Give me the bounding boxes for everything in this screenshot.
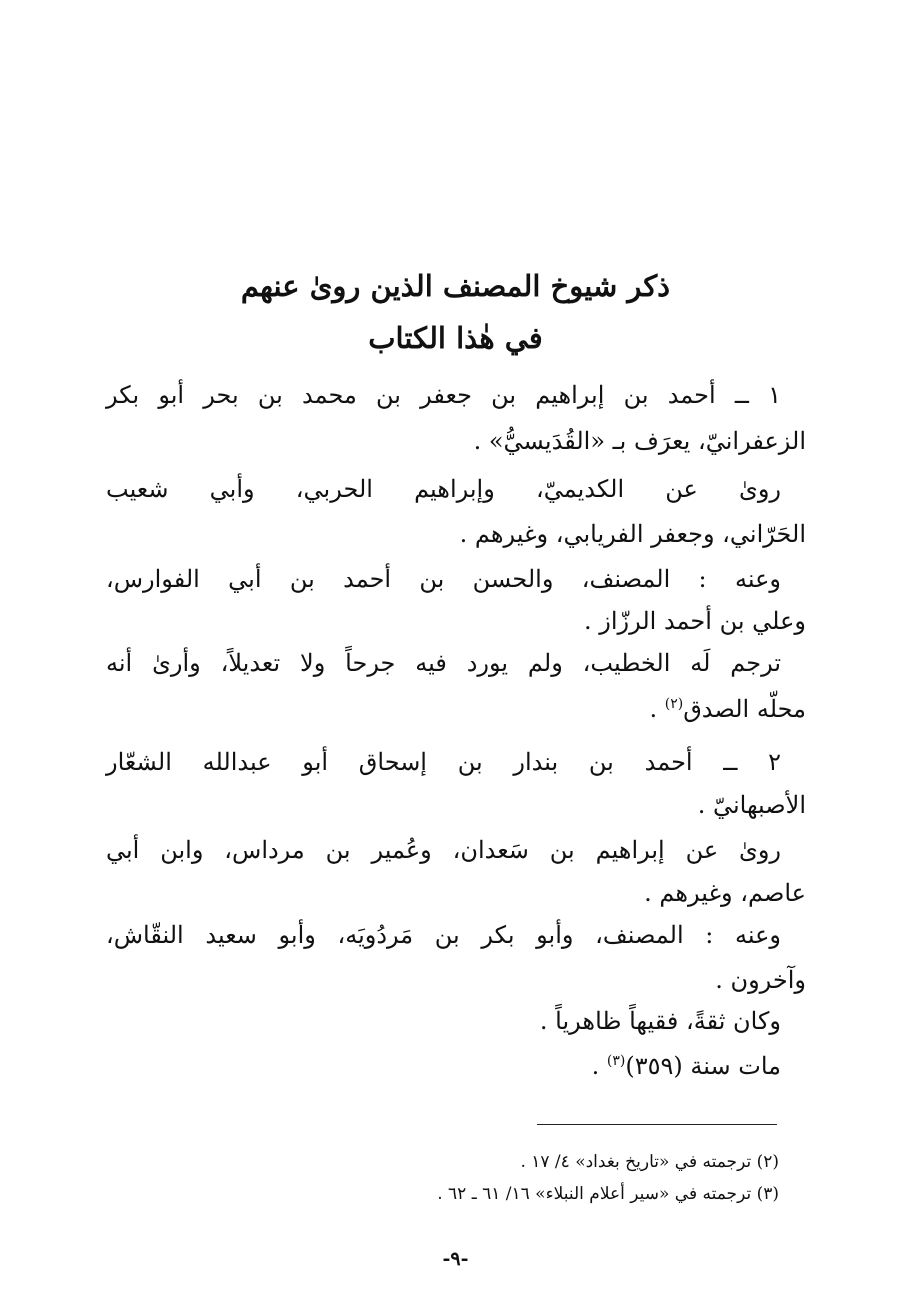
entry-1-line-8 (649, 687, 806, 726)
entry-1-line-8-end: . (649, 695, 665, 723)
entry-2-line-1: ٢ ــ أحمد بن بندار بن إسحاق أبو عبدالله الشعّار (106, 748, 781, 776)
entry-1-line-7: ترجم لَه الخطيب، ولم يورد فيه جرحاً ولا تعديلاً، وأرىٰ أنه (106, 649, 781, 677)
entry-2-line-8-text: مات سنة (٣٥٩) (625, 1052, 781, 1080)
entry-1-line-2: الزعفرانيّ، يعرَف بـ «القُدَيسيُّ» . (473, 427, 806, 455)
entry-1-line-4: الحَرّاني، وجعفر الفريابي، وغيرهم . (459, 520, 806, 548)
footnote-3: (٣) ترجمته في «سير أعلام النبلاء» ١٦/ ٦١ ـ ٦٢ . (437, 1184, 779, 1204)
entry-2-line-3: روىٰ عن إبراهيم بن سَعدان، وعُمير بن مرداس، وابن أبي (106, 836, 781, 864)
entry-1-line-1: ١ ــ أحمد بن إبراهيم بن جعفر بن محمد بن بحر أبو بكر (106, 381, 781, 409)
entry-1-line-5: وعنه : المصنف، والحسن بن أحمد بن أبي الفوارس، (106, 565, 781, 593)
entry-1-line-3: روىٰ عن الكديميّ، وإبراهيم الحربي، وأبي شعيب (106, 475, 781, 503)
entry-2-line-6: وآخرون . (715, 966, 806, 994)
footnote-ref-3: (٣) (606, 1053, 626, 1069)
entry-2-line-7: وكان ثقةً، فقيهاً ظاهرياً . (539, 1007, 781, 1035)
page-number: -٩- (442, 1248, 469, 1270)
entry-2-line-5: وعنه : المصنف، وأبو بكر بن مَردُويَه، وأبو سعيد النقّاش، (106, 921, 781, 949)
chapter-subtitle: في هٰذا الكتاب (368, 321, 543, 355)
entry-2-line-4: عاصم، وغيرهم . (644, 879, 806, 907)
entry-2-line-8 (592, 1044, 781, 1083)
chapter-title: ذكر شيوخ المصنف الذين روىٰ عنهم (240, 269, 671, 303)
entry-2-line-8-end: . (591, 1052, 607, 1080)
entry-2-line-2: الأصبهانيّ . (697, 791, 806, 819)
entry-1-line-8-text: محلّه الصدق (683, 695, 806, 723)
entry-1-line-6: وعلي بن أحمد الرزّاز . (584, 607, 806, 635)
footnote-2: (٢) ترجمته في «تاريخ بغداد» ٤/ ١٧ . (520, 1152, 779, 1172)
footnote-ref-2: (٢) (664, 696, 684, 712)
footnote-divider (537, 1124, 777, 1125)
